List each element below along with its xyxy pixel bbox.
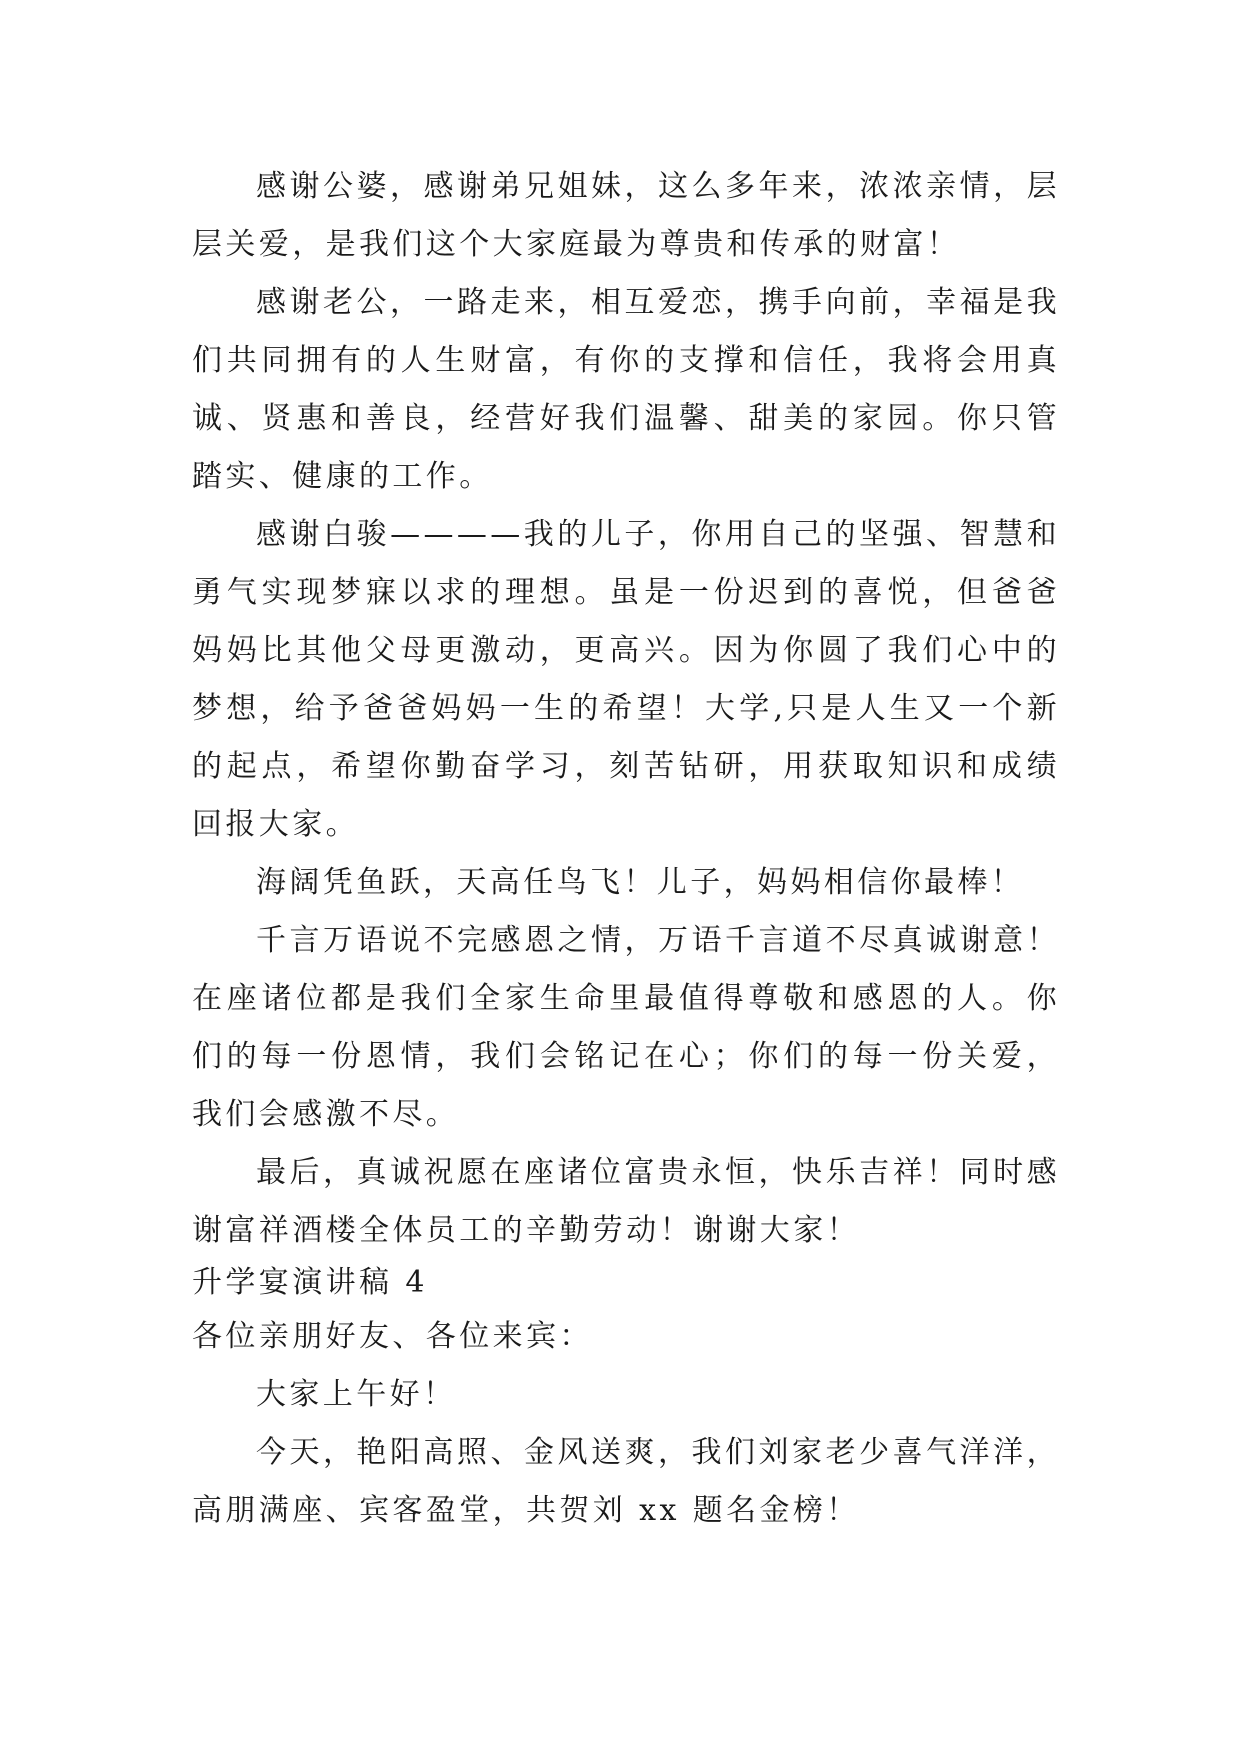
paragraph-encouragement: 海阔凭鱼跃，天高任鸟飞！儿子，妈妈相信你最棒！	[256, 865, 1025, 900]
paragraph-closing-wishes: 最后，真诚祝愿在座诸位富贵永恒，快乐吉祥！同时感谢富祥酒楼全体员工的辛勤劳动！谢谢大家！	[192, 1155, 1060, 1248]
paragraph-opening: 今天，艳阳高照、金风送爽，我们刘家老少喜气洋洋，高朋满座、宾客盈堂，共贺刘 xx 题名金榜！	[192, 1435, 1060, 1528]
speech-section-4	[192, 1258, 1060, 1540]
section-title: 升学宴演讲稿 4	[192, 1265, 428, 1300]
paragraph-thanks-in-laws: 感谢公婆，感谢弟兄姐妹，这么多年来，浓浓亲情，层层关爱，是我们这个大家庭最为尊贵和传承的财富！	[192, 169, 1060, 262]
paragraph-good-morning: 大家上午好！	[256, 1377, 457, 1412]
paragraph-gratitude-guests: 千言万语说不完感恩之情，万语千言道不尽真诚谢意！在座诸位都是我们全家生命里最值得尊敬和感恩的人。你们的每一份恩情，我们会铭记在心；你们的每一份关爱，我们会感激不尽。	[192, 923, 1060, 1132]
salutation: 各位亲朋好友、各位来宾：	[192, 1319, 593, 1354]
speech-body-top	[192, 158, 1060, 1260]
paragraph-thanks-husband: 感谢老公，一路走来，相互爱恋，携手向前，幸福是我们共同拥有的人生财富，有你的支撑和信任，我将会用真诚、贤惠和善良，经营好我们温馨、甜美的家园。你只管踏实、健康的工作。	[192, 285, 1060, 494]
paragraph-thanks-son: 感谢白骏————我的儿子，你用自己的坚强、智慧和勇气实现梦寐以求的理想。虽是一份迟到的喜悦，但爸爸妈妈比其他父母更激动，更高兴。因为你圆了我们心中的梦想，给予爸爸妈妈一生的希望！大学,只是人生又一个新的起点，希望你勤奋学习，刻苦钻研，用获取知识和成绩回报大家。	[192, 517, 1060, 842]
